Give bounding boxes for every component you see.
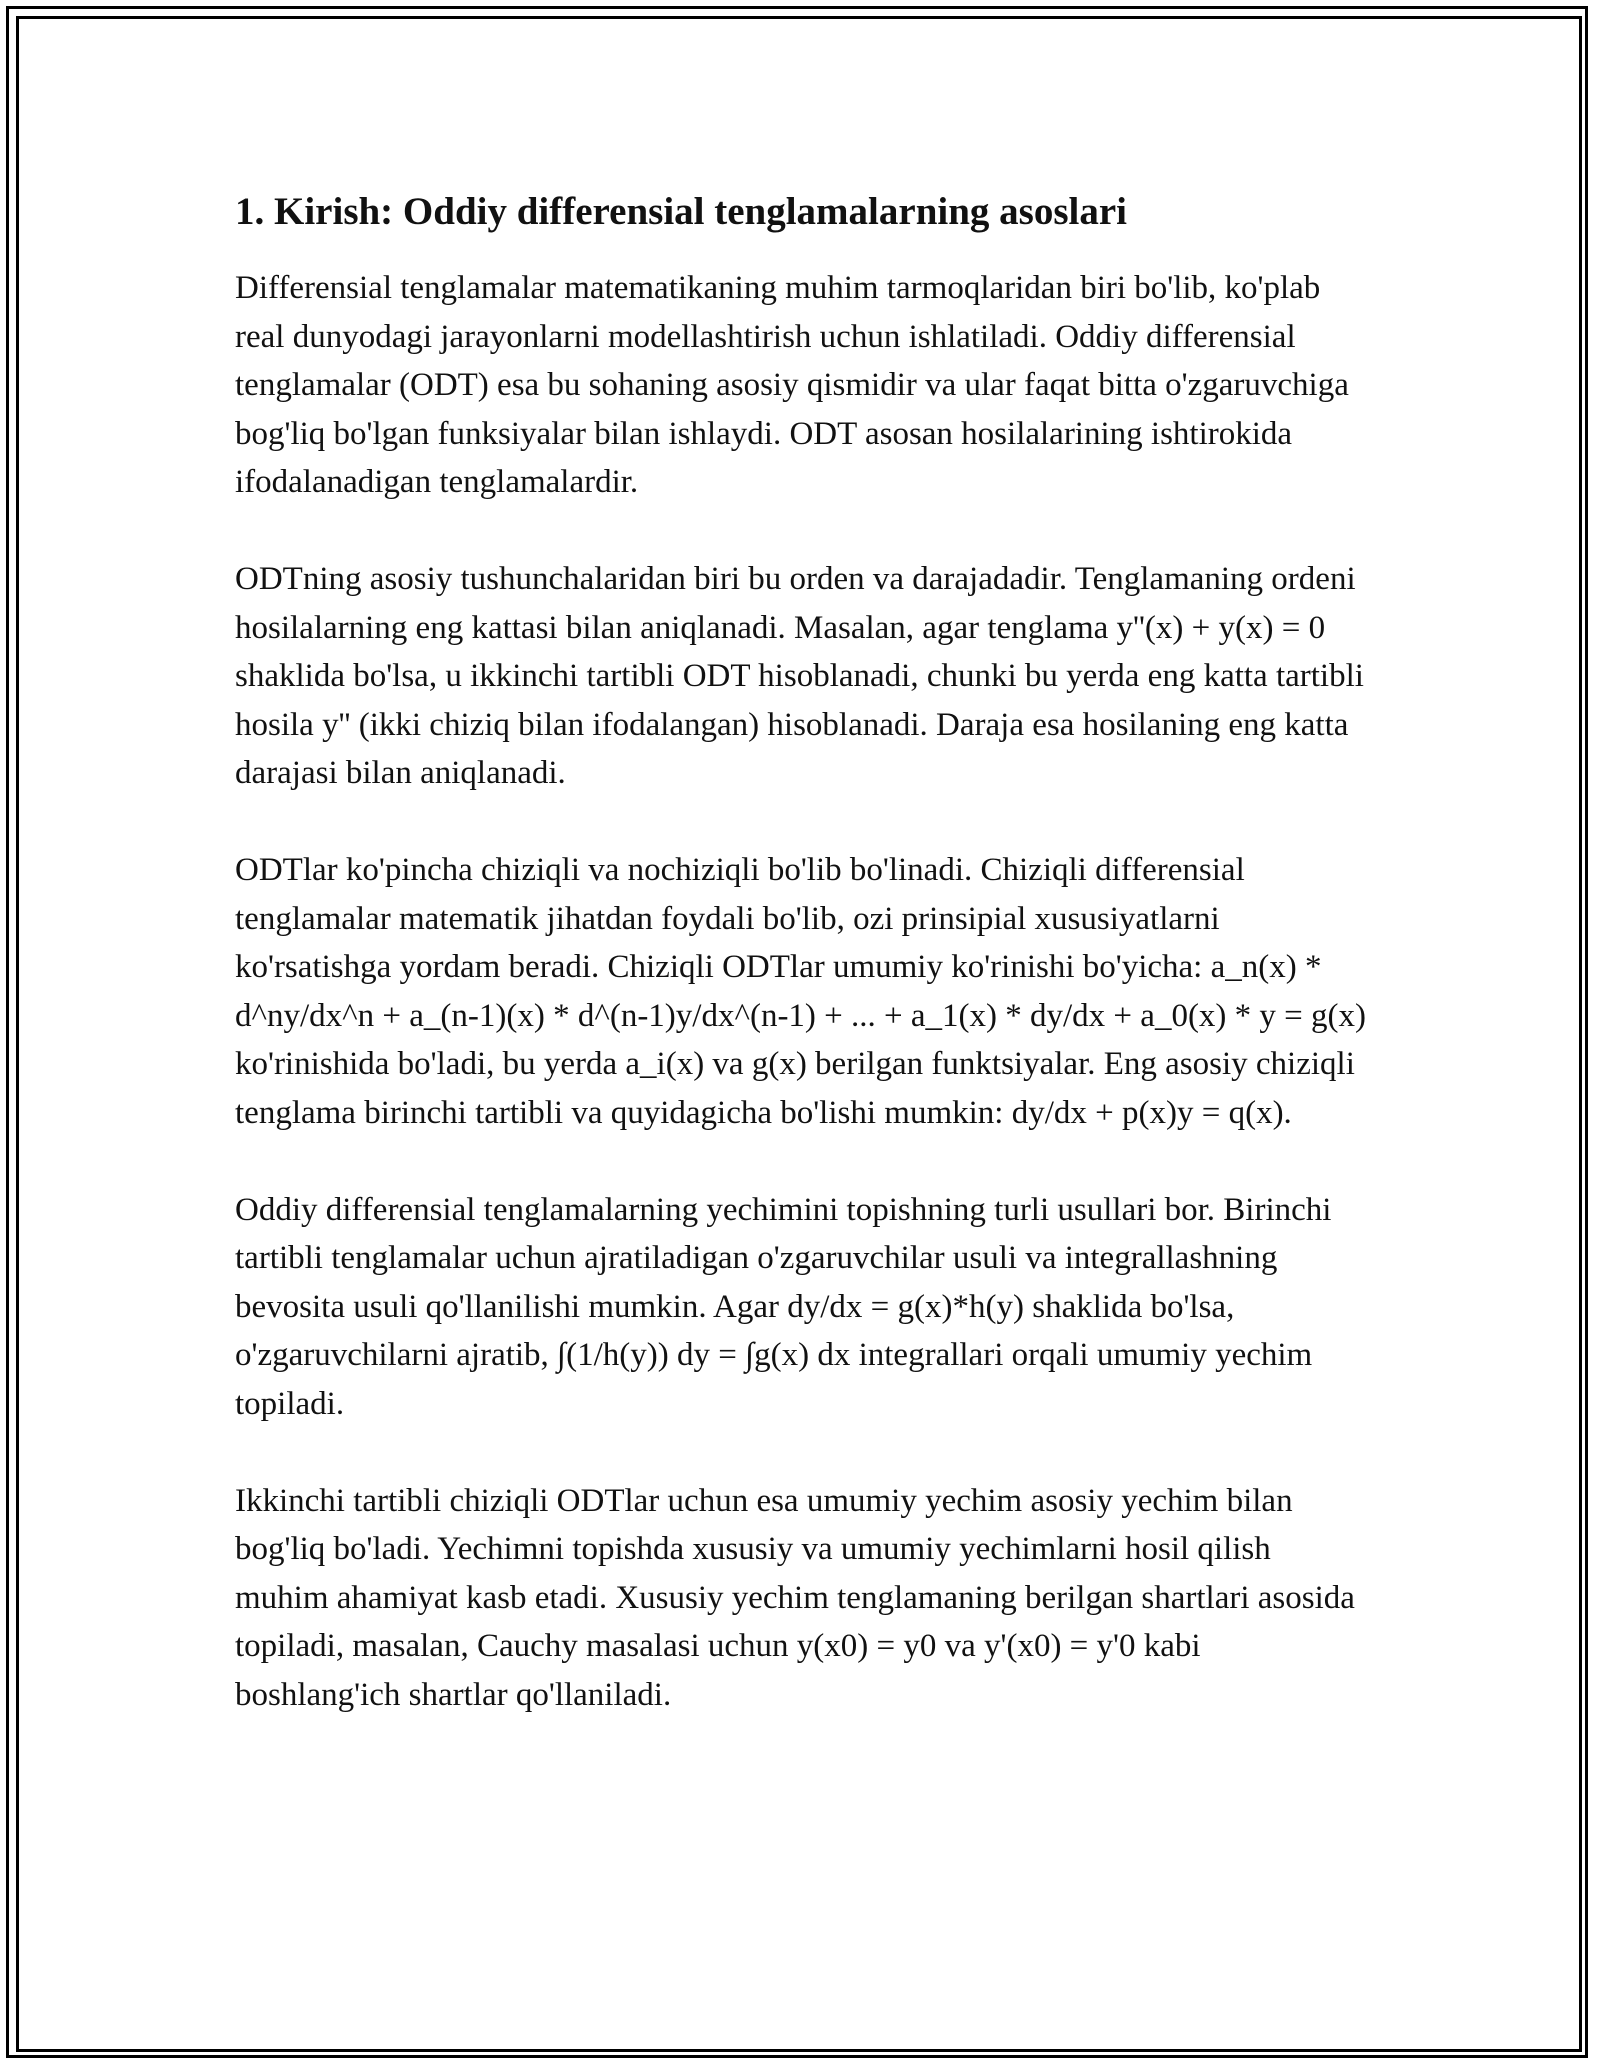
paragraph-second-order: Ikkinchi tartibli chiziqli ODTlar uchun esa umumiy yechim asosiy yechim bilan bog'liq bo'ladi. Yechimni topishda xususiy va umumiy yechimlarni hosil qilish muhim ahamiyat kasb etadi. Xususiy yechim tenglamaning berilgan shartlari asosida topiladi, masalan, Cauchy masalasi uchun y(x0) = y0 va y'(x0) = y'0 kabi boshlang'ich shartlar qo'llaniladi. bbox=[235, 1482, 1355, 1713]
section-heading: 1. Kirish: Oddiy differensial tenglamalarning asoslari bbox=[235, 190, 1127, 233]
paragraph-solution-methods: Oddiy differensial tenglamalarning yechimini topishning turli usullari bor. Birinchi tartibli tenglamalar uchun ajratiladigan o'zgaruvchilar usuli va integrallashning bevosita usuli qo'llanilishi mumkin. Agar dy/dx = g(x)*h(y) shaklida bo'lsa, o'zgaruvchilarni ajratib, ∫(1/h(y)) dy = ∫g(x) dx integrallari orqali umumiy yechim topiladi. bbox=[235, 1191, 1332, 1422]
paragraph-introduction: Differensial tenglamalar matematikaning muhim tarmoqlaridan biri bo'lib, ko'plab real dunyodagi jarayonlarni modellashtirish uchun ishlatiladi. Oddiy differensial tenglamalar (ODT) esa bu sohaning asosiy qismidir va ular faqat bitta o'zgaruvchiga bog'liq bo'lgan funksiyalar bilan ishlaydi. ODT asosan hosilalarining ishtirokida ifodalanadigan tenglamalardir. bbox=[235, 270, 1349, 500]
paragraph-linear-odes: ODTlar ko'pincha chiziqli va nochiziqli bo'lib bo'linadi. Chiziqli differensial tenglamalar matematik jihatdan foydali bo'lib, ozi prinsipial xususiyatlarni ko'rsatishga yordam beradi. Chiziqli ODTlar umumiy ko'rinishi bo'yicha: a_n(x) * d^ny/dx^n + a_(n-1)(x) * d^(n-1)y/dx^(n-1) + ... + a_1(x) * dy/dx + a_0(x) * y = g(x) ko'rinishida bo'ladi, bu yerda a_i(x) va g(x) berilgan funktsiyalar. Eng asosiy chiziqli tenglama birinchi tartibli va quyidagicha bo'lishi mumkin: dy/dx + p(x)y = q(x). bbox=[235, 852, 1367, 1131]
document-body bbox=[235, 186, 1370, 1768]
paragraph-order-degree: ODTning asosiy tushunchalaridan biri bu orden va darajadadir. Tenglamaning ordeni hosilalarning eng kattasi bilan aniqlanadi. Masalan, agar tenglama y''(x) + y(x) = 0 shaklida bo'lsa, u ikkinchi tartibli ODT hisoblanadi, chunki bu yerda eng katta tartibli hosila y'' (ikki chiziq bilan ifodalangan) hisoblanadi. Daraja esa hosilaning eng katta darajasi bilan aniqlanadi. bbox=[235, 561, 1364, 791]
